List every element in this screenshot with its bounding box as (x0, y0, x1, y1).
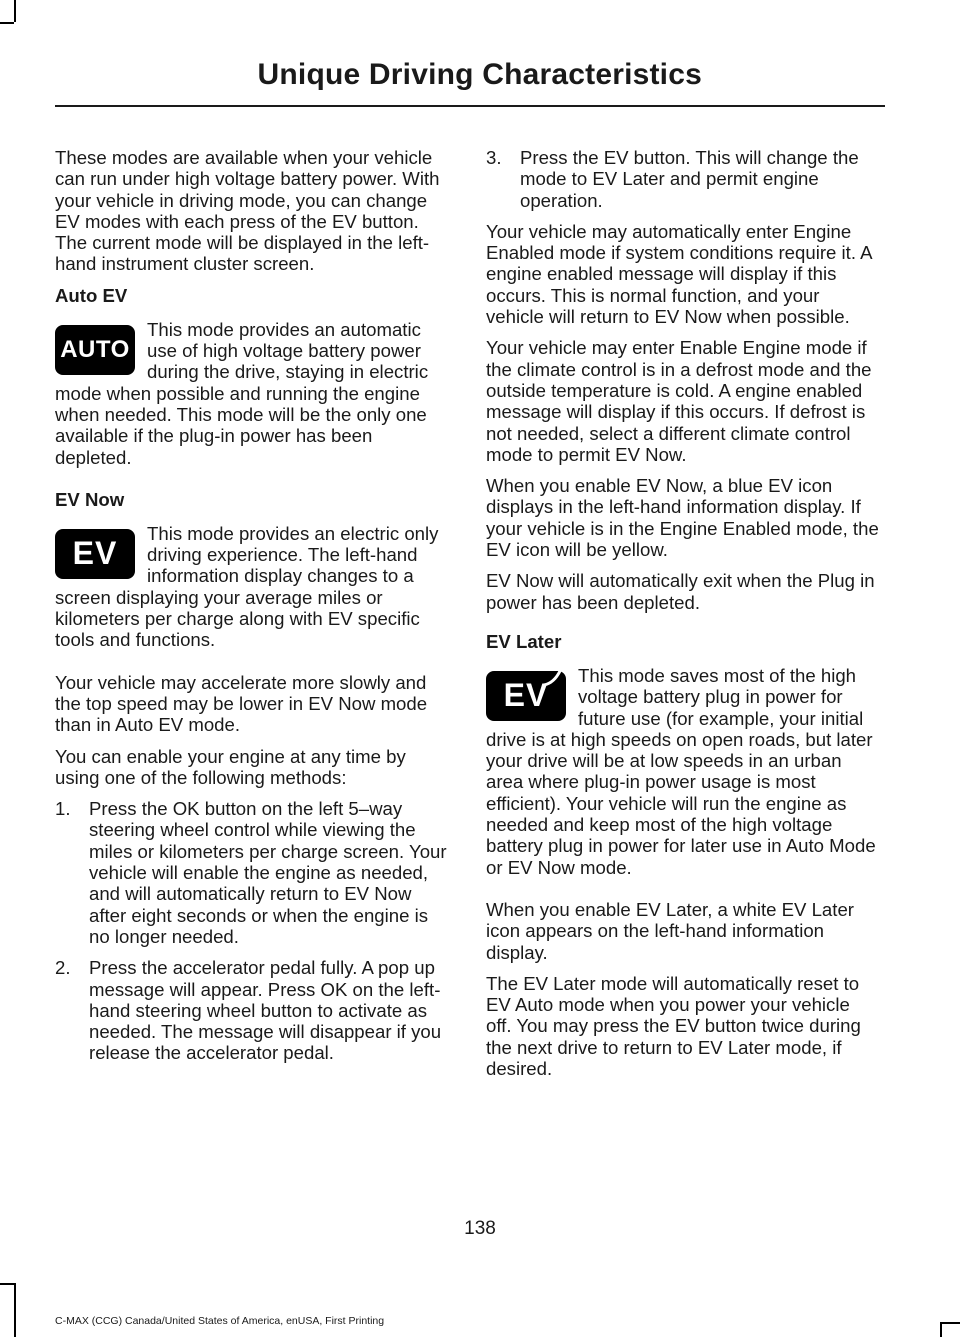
list-text: Press the EV button. This will change the mode to EV Later and permit engine operation. (520, 147, 859, 211)
auto-ev-description: This mode provides an automatic use of high voltage battery power during the drive, staying in electric mode when possible and running the engine when needed. This mode will be the only one available if the plug-in power has been depleted. (55, 318, 429, 468)
ev-later-plug-icon: EV (486, 671, 566, 721)
crop-mark (14, 0, 16, 22)
plug-cord-icon (542, 667, 564, 687)
right-column (486, 147, 879, 1089)
list-number: 3. (486, 147, 502, 168)
list-item (55, 957, 448, 1063)
page-title: Unique Driving Characteristics (257, 58, 702, 91)
ev-later-description: This mode saves most of the high voltage battery plug in power for future use (for example, your initial drive is at high speeds on open roads, but later your drive will be at low speeds in an urban area where plug-in power usage is most efficient). Your vehicle will run the engine as needed and keep most of the high voltage battery plug in power for later use in Auto Mode or EV Now mode. (486, 664, 876, 878)
crop-mark (0, 22, 14, 24)
auto-mode-icon: AUTO (55, 325, 135, 375)
crop-mark (0, 1283, 16, 1285)
section-heading-ev-now: EV Now (55, 488, 125, 510)
crop-mark (14, 1283, 16, 1337)
list-text: Press the OK button on the left 5–way steering wheel control while viewing the miles or kilometers per charge screen. Your vehicle will enable the engine as needed, and will automatically return to EV Now after eight seconds or when the engine is no longer needed. (89, 798, 447, 947)
paragraph: Your vehicle may enter Enable Engine mode if the climate control is in a defrost mode and the outside temperature is cold. A engine enabled message will display if this occurs. If defrost is not needed, select a different climate control mode to permit EV Now. (486, 337, 872, 465)
crop-mark (940, 1322, 942, 1337)
ev-now-block (55, 523, 448, 651)
list-number: 1. (55, 798, 71, 820)
paragraph: Your vehicle may automatically enter Engine Enabled mode if system conditions require it. A engine enabled message will display if this occurs. This is normal function, and your vehicle will return to EV Now when possible. (486, 220, 872, 328)
section-heading-ev-later: EV Later (486, 630, 562, 652)
page-number: 138 (464, 1218, 496, 1239)
ev-now-description: This mode provides an electric only driving experience. The left-hand information display changes to a screen displaying your average miles or kilometers per charge along with EV specific tools and functions. (55, 522, 439, 651)
ev-later-block (486, 665, 879, 878)
paragraph: EV Now will automatically exit when the Plug in power has been depleted. (486, 570, 875, 613)
list-number: 2. (55, 957, 71, 979)
paragraph: Your vehicle may accelerate more slowly and the top speed may be lower in EV Now mode than in Auto EV mode. (55, 671, 428, 736)
intro-paragraph: These modes are available when your vehicle can run under high voltage battery power. With your vehicle in driving mode, you can change EV modes with each press of the EV button. The current mode will be displayed in the left-hand instrument cluster screen. (55, 147, 440, 275)
ev-now-icon: EV (55, 529, 135, 579)
paragraph: You can enable your engine at any time by using one of the following methods: (55, 745, 406, 788)
list-item (486, 147, 879, 211)
paragraph: When you enable EV Now, a blue EV icon displays in the left-hand information display. If your vehicle is in the Engine Enabled mode, the EV icon will be yellow. (486, 475, 879, 561)
paragraph: The EV Later mode will automatically reset to EV Auto mode when you power your vehicle off. You may press the EV button twice during the next drive to return to EV Later mode, if desired. (486, 972, 861, 1079)
crop-mark (942, 1322, 960, 1324)
paragraph: When you enable EV Later, a white EV Later icon appears on the left-hand information display. (486, 898, 854, 963)
auto-ev-block (55, 319, 448, 468)
method-list-continued (486, 147, 879, 211)
section-heading-auto-ev: Auto EV (55, 284, 128, 306)
left-column (55, 147, 448, 1074)
footer-text: C-MAX (CCG) Canada/United States of America, enUSA, First Printing (55, 1315, 385, 1327)
list-text: Press the accelerator pedal fully. A pop up message will appear. Press OK on the left-hand steering wheel button to activate as needed. The message will disappear if you release the accelerator pedal. (89, 957, 442, 1064)
method-list (55, 798, 448, 1064)
header-divider (55, 105, 885, 107)
list-item (55, 798, 448, 947)
